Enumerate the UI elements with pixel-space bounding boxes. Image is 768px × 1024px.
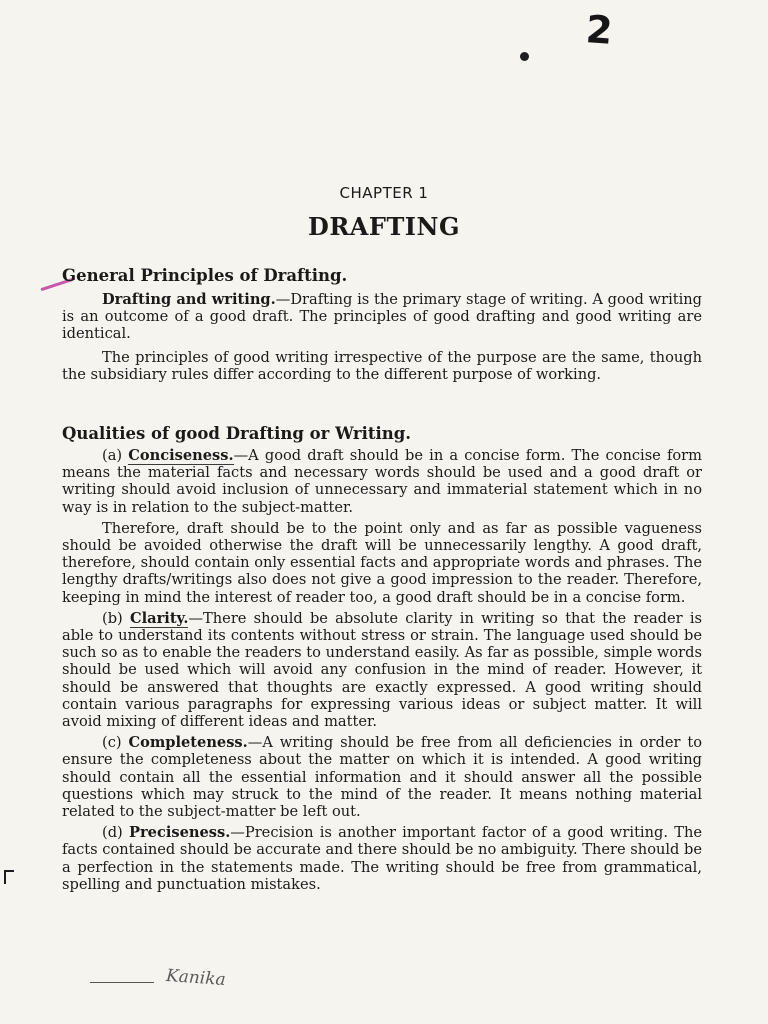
margin-pen-mark <box>4 870 14 884</box>
section-heading: General Principles of Drafting. <box>62 266 348 285</box>
item-label: (c) <box>102 734 122 752</box>
item-body: —Precision is another important factor of a good writing. The facts contained should be accurate and there should be no ambiguity. There should be a perfection in the statements made. The writing should be free from grammatical, spelling and punctuation mistakes. <box>62 824 703 893</box>
section-qualities <box>62 424 702 893</box>
section-heading: Qualities of good Drafting or Writing. <box>62 424 412 443</box>
item-lead: Preciseness. <box>129 824 231 842</box>
paragraph-preciseness <box>62 824 702 893</box>
paragraph: The principles of good writing irrespective of the purpose are the same, though the subsidiary rules differ according to the different purpose of working. <box>62 348 702 383</box>
chapter-label: CHAPTER 1 <box>339 184 429 202</box>
ink-dot <box>520 52 529 61</box>
item-label: (a) <box>102 447 123 464</box>
paragraph-lead: Drafting and writing. <box>102 291 276 308</box>
item-body: —There should be absolute clarity in writing so that the reader is able to understand its contents without stress or strain. The language used should be such so as to enable the readers to understand easily. As far as possible, simple words should be used which will avoid any confusion in the mind of reader. However, it should be answered that thoughts are exactly expressed. A good writing should contain various paragraphs for expressing various ideas or subject matter. It will avoid mixing of different ideas and matter. <box>62 609 703 731</box>
paragraph-completeness <box>62 734 702 820</box>
paragraph <box>62 291 702 343</box>
item-body: —A writing should be free from all deficiencies in order to ensure the completeness about the matter on which it is intended. A good writing should contain all the essential information and it should answer all the possible questions which may struck to the mind of the reader. It means nothing material related to the subject-matter be left out. <box>62 734 703 821</box>
chapter-title: DRAFTING <box>308 212 460 241</box>
item-label: (b) <box>102 609 123 627</box>
handwritten-signature: Kanika <box>165 965 227 991</box>
section-general-principles <box>62 266 702 383</box>
paragraph-clarity <box>62 610 702 730</box>
item-lead: Clarity. <box>129 609 189 627</box>
handwritten-page-number: 2 <box>584 7 614 53</box>
item-lead: Completeness. <box>128 734 248 752</box>
item-label: (d) <box>102 824 123 842</box>
paragraph-conciseness <box>62 447 702 516</box>
paragraph: Therefore, draft should be to the point only and as far as possible vagueness should be avoided otherwise the draft will be unnecessarily lengthy. A good draft, therefore, should contain only essential facts and appropriate words and phrases. The lengthy drafts/writings also does not give a good impression to the reader. Therefore, keeping in mind the interest of reader too, a good draft should be in a concise form. <box>62 519 702 606</box>
pen-stroke <box>90 982 154 983</box>
item-body: —A good draft should be in a concise form. The concise form means the material facts and necessary words should be used and a good draft or writing should avoid inclusion of unnecessary and immaterial statement which in no way is in relation to the subject-matter. <box>62 447 702 516</box>
paragraph-body: —Drafting is the primary stage of writing. A good writing is an outcome of a good draft. The principles of good drafting and good writing are identical. <box>62 291 703 343</box>
item-lead: Conciseness. <box>128 447 234 464</box>
